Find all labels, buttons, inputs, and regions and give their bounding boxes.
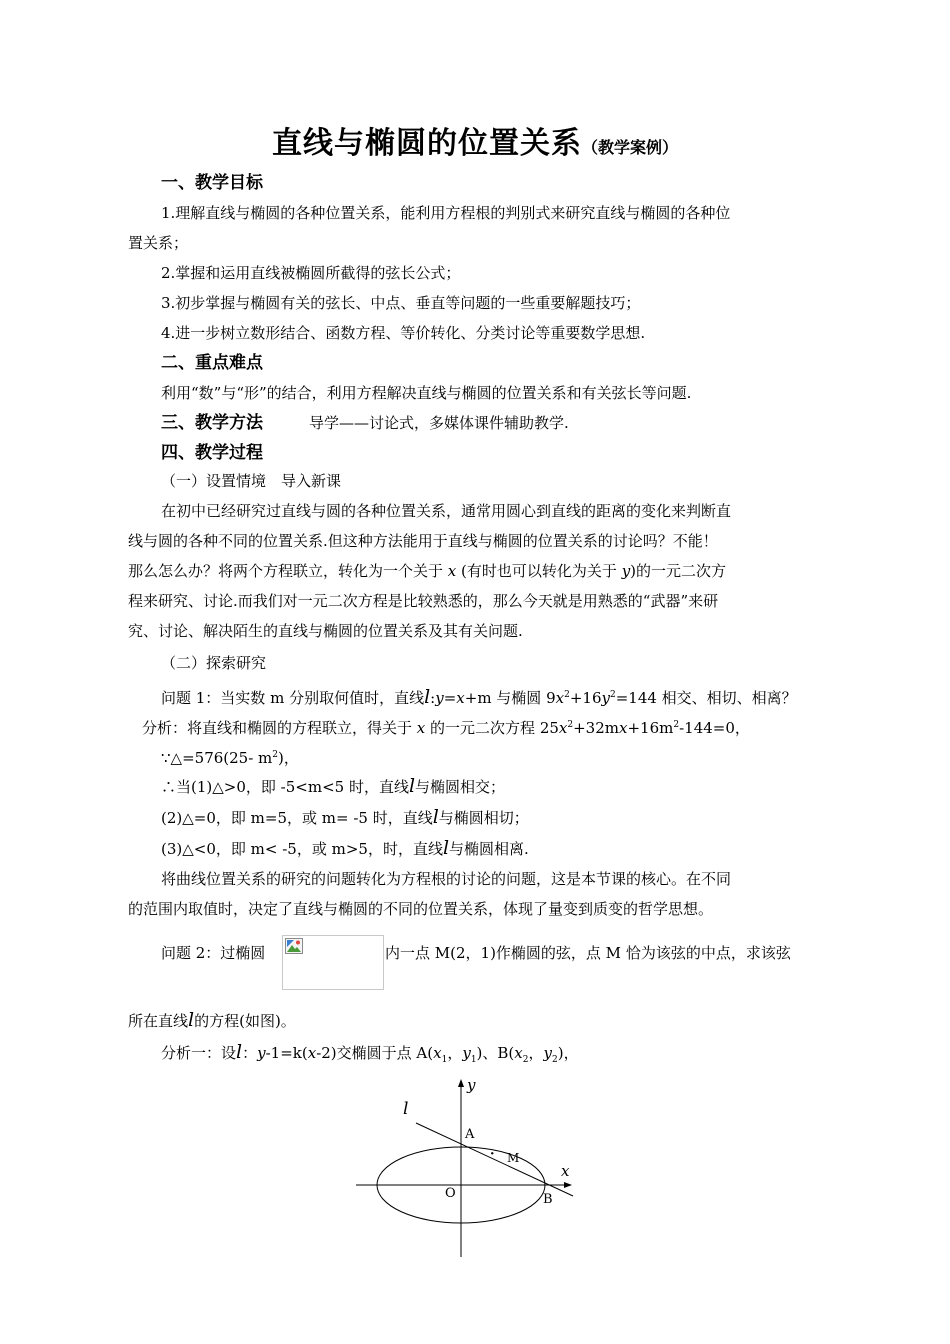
ana2-d: -2)交椭圆于点 A(: [316, 1044, 434, 1062]
var-x: x: [456, 689, 465, 707]
intro-3a: 那么怎么办？将两个方程联立，转化为一个关于: [128, 562, 444, 580]
var-y1: y: [462, 1044, 471, 1062]
var-l: l: [442, 837, 450, 859]
goal-1a: 1.理解直线与椭圆的各种位置关系，能利用方程根的判别式来研究直线与椭圆的各种位: [161, 204, 731, 222]
summary-2: 的范围内取值时，决定了直线与椭圆的不同的位置关系，体现了量变到质变的哲学思想。: [128, 900, 714, 918]
ana2-f: )，: [557, 1044, 579, 1062]
line-l-label: l: [403, 1099, 409, 1119]
var-y: y: [257, 1044, 266, 1062]
case1-b: 与椭圆相交；: [415, 778, 506, 796]
case2-a: (2)△=0，即 m=5，或 m= -5 时，直线: [161, 809, 433, 827]
subheading-1: （一）设置情境 导入新课: [161, 472, 342, 490]
point-b-label: B: [543, 1192, 553, 1207]
sup-2: 2: [567, 720, 574, 730]
q2c-b: 的方程(如图)。: [194, 1012, 296, 1030]
case-3: [161, 833, 861, 864]
var-x: x: [619, 719, 628, 737]
origin-label: O: [445, 1186, 456, 1201]
key-text: 利用“数”与“形”的结合，利用方程解决直线与椭圆的位置关系和有关弦长等问题.: [161, 384, 692, 402]
goal-4: 4.进一步树立数形结合、函数方程、等价转化、分类讨论等重要数学思想.: [161, 324, 646, 342]
heading-method: 三、教学方法: [161, 413, 263, 433]
intro-3: [128, 556, 828, 586]
x-axis-label: x: [561, 1162, 570, 1180]
method-text: 导学——讨论式，多媒体课件辅助教学.: [309, 414, 569, 432]
case1-a: ∴当(1)△>0，即 -5<m<5 时，直线: [161, 778, 409, 796]
var-l: l: [236, 1041, 243, 1063]
heading-goals: 一、教学目标: [161, 173, 263, 193]
sup-2: 2: [272, 750, 279, 760]
ana1-c: +32m: [573, 719, 619, 737]
equation-image-placeholder: [282, 935, 384, 990]
intro-3c: )的一元二次方: [630, 562, 727, 580]
sub-2: 2: [522, 1055, 529, 1065]
comma: ，: [528, 1044, 544, 1062]
sup-2: 2: [564, 690, 570, 700]
comma: ，: [447, 1044, 463, 1062]
x-axis-arrow: [564, 1182, 572, 1188]
sub-1: 1: [470, 1055, 477, 1065]
ana2-c: -1=k(: [265, 1044, 308, 1062]
q1-a: 问题 1：当实数 m 分别取何值时，直线: [161, 689, 425, 707]
intro-3b: (有时也可以转化为关于: [461, 562, 617, 580]
ana1-e: -144=0，: [679, 719, 750, 737]
heading-key: 二、重点难点: [161, 353, 263, 373]
y-axis-arrow: [458, 1079, 464, 1087]
heading-process: 四、教学过程: [161, 443, 263, 463]
intro-1: 在初中已经研究过直线与圆的各种位置关系，通常用圆心到直线的距离的变化来判断直: [161, 502, 732, 520]
colon: :: [430, 689, 436, 707]
ana1-a: 分析：将直线和椭圆的方程联立，得关于: [142, 719, 413, 737]
var-x: x: [555, 689, 565, 707]
question-2c: [128, 1005, 828, 1036]
var-x2: x: [514, 1044, 523, 1062]
sup-2: 2: [609, 690, 616, 700]
y-axis-label: y: [467, 1076, 476, 1094]
var-y2: y: [543, 1044, 552, 1062]
goal-3: 3.初步掌握与椭圆有关的弦长、中点、垂直等问题的一些重要解题技巧；: [161, 294, 641, 312]
var-x: x: [416, 719, 426, 737]
ana1-d: +16m: [627, 719, 674, 737]
ana1-b: 的一元二次方程 25: [430, 719, 559, 737]
summary-1: 将曲线位置关系的研究的问题转化为方程根的讨论的问题，这是本节课的核心。在不同: [161, 870, 732, 888]
sup-2: 2: [673, 720, 680, 730]
analysis-2: [161, 1037, 861, 1075]
ana2-e: )、B(: [476, 1044, 515, 1062]
title-sub: （教学案例）: [581, 138, 678, 157]
q2c-a: 所在直线: [128, 1012, 189, 1030]
goal-2: 2.掌握和运用直线被椭圆所截得的弦长公式；: [161, 264, 461, 282]
page-title: [0, 118, 950, 162]
q1-e: =144 相交、相切、相离？: [615, 689, 797, 707]
point-a-label: A: [465, 1127, 475, 1142]
case3-b: 与椭圆相离.: [449, 840, 529, 858]
question-2a: 问题 2：过椭圆: [161, 944, 266, 962]
var-x: x: [447, 562, 457, 580]
intro-5: 究、讨论、解决陌生的直线与椭圆的位置关系及其有关问题.: [128, 622, 523, 640]
point-m-dot: ·: [490, 1147, 495, 1162]
var-l: l: [432, 806, 439, 828]
analysis-1: [142, 710, 842, 743]
var-l: l: [424, 686, 431, 708]
var-y: y: [621, 562, 631, 580]
delta-a: ∵△=576(25- m: [161, 749, 273, 767]
q1-d: +16: [569, 689, 602, 707]
point-m-label: M: [507, 1151, 520, 1165]
ana2-a: 分析一：设: [161, 1044, 237, 1062]
intro-4: 程来研究、讨论.而我们对一元二次方程是比较熟悉的，那么今天就是用熟悉的“武器”来研: [128, 592, 719, 610]
ellipse-figure: [340, 1075, 600, 1265]
var-y: y: [435, 689, 444, 707]
sub-1: 1: [441, 1055, 448, 1065]
question-1: [161, 680, 861, 713]
intro-2: 线与圆的各种不同的位置关系.但这种方法能用于直线与椭圆的位置关系的讨论吗？不能！: [128, 532, 718, 550]
var-x1: x: [433, 1044, 442, 1062]
var-x: x: [558, 719, 568, 737]
broken-image-icon: [285, 938, 303, 954]
case3-a: (3)△<0，即 m< -5，或 m>5，时，直线: [161, 840, 443, 858]
title-main: 直线与椭圆的位置关系: [271, 126, 582, 161]
q1-c: +m 与椭圆 9: [464, 689, 556, 707]
case-2: [161, 802, 861, 833]
q1-b: =: [443, 689, 457, 707]
delta-line: [161, 740, 861, 773]
case-1: [161, 771, 861, 802]
var-x: x: [307, 1044, 317, 1062]
var-l: l: [408, 775, 416, 797]
goal-1b: 置关系；: [128, 234, 189, 252]
subheading-2: （二）探索研究: [161, 654, 267, 672]
case2-b: 与椭圆相切；: [438, 809, 529, 827]
var-y: y: [601, 689, 610, 707]
ana2-b: ：: [242, 1044, 258, 1062]
question-2b: 内一点 M(2，1)作椭圆的弦，点 M 恰为该弦的中点，求该弦: [385, 944, 791, 962]
var-l: l: [188, 1009, 195, 1031]
method-line: [161, 408, 861, 438]
delta-b: )，: [278, 749, 299, 767]
sub-2: 2: [551, 1055, 558, 1065]
